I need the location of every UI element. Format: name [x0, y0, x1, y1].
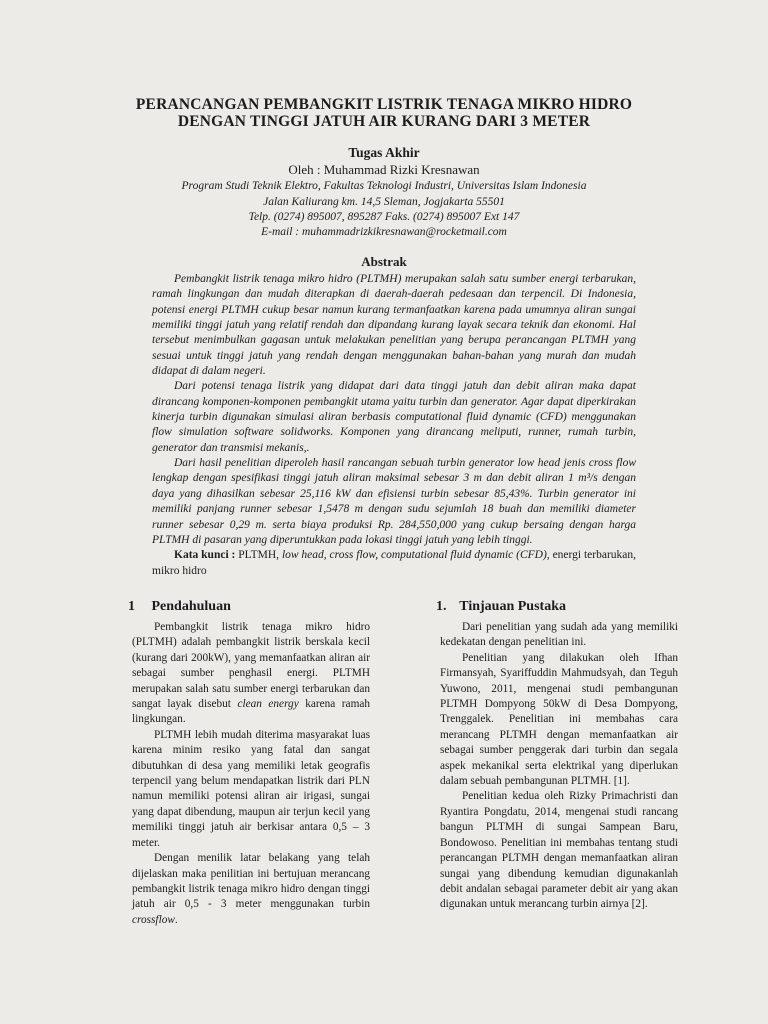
author-line: Oleh : Muhammad Rizki Kresnawan [288, 162, 480, 177]
text-run: karena ramah lingkungan. [132, 698, 371, 726]
body-paragraph: Penelitian yang dilakukan oleh Ifhan Firmansyah, Syariffuddin Mahmudsyah, dan Teguh Yuwono, 2011, mengenai studi pembangunan PLTMH Dompyong 50kW di Desa Dompyong, Trenggalek. Penelitian ini membahas cara merancang PLTMH dengan memanfaatkan air sebagai sumber penggerak dari turbin dan segala aspek mekanikal serta elektrikal yang diperlukan dalam sebuah pembangunan PLTMH. [1]. [440, 651, 678, 788]
section-title: Pendahuluan [151, 599, 231, 614]
text-run: Dengan menilik latar belakang yang telah dijelaskan maka penilitian ini bertujuan merancang pembangkit listrik tenaga mikro hidro dengan tinggi jatuh air 0,5 - 3 meter menggunakan turbin [132, 852, 370, 911]
keywords-part: energi terbarukan, mikro hidro [152, 549, 637, 577]
affiliation-address: Jalan Kaliurang km. 14,5 Sleman, Jogjakarta 55501 [263, 196, 505, 208]
paper-title-line-2: DENGAN TINGGI JATUH AIR KURANG DARI 3 METER [177, 113, 591, 130]
section-number: 1. [436, 599, 447, 614]
abstract-paragraph: Dari hasil penelitian diperoleh hasil rancangan sebuah turbin generator low head jenis cross flow lengkap dengan spesifikasi tinggi jatuh aliran maksimal sebesar 3 m dan debit aliran 1 m³/s dengan daya yang dihasilkan sebesar 25,116 kW dan efisiensi turbin sebesar 85,43%. Turbin generator ini memiliki panjang runner sebesar 1,5478 m dengan sudu sejumlah 18 buah dan memiliki diameter runner sebesar 0,29 m. serta biaya produksi Rp. 284,550,000 yang cukup bersaing dengan harga PLTMH di pasaran yang diperuntukkan pada lokasi tinggi jatuh yang lebih tinggi. [152, 457, 636, 546]
body-paragraph: Penelitian kedua oleh Rizky Primachristi dan Ryantira Pongdatu, 2014, mengenai studi rancang bangun PLTMH di sungai Sampean Baru, Bondowoso. Penelitian ini membahas tentang studi perancangan PLTMH dengan memanfaatkan aliran sungai yang dibendung kemudian digunakanlah debit andalan sebagai parameter debit air yang akan digunakan untuk merancang turbin airnya [2]. [440, 790, 678, 911]
keywords-part: low head, cross flow, computational fluid dynamic (CFD), [281, 549, 550, 562]
right-column [436, 598, 678, 913]
affiliation-institution: Program Studi Teknik Elektro, Fakultas Teknologi Industri, Universitas Islam Indonesia [181, 180, 587, 192]
text-run: . [174, 913, 178, 926]
left-column [128, 598, 371, 928]
body-paragraph [132, 620, 370, 728]
abstract-heading: Abstrak [361, 254, 407, 269]
keywords-part: PLTMH, [238, 549, 280, 562]
affiliation-email: E-mail : muhammadrizkikresnawan@rocketmail.com [261, 226, 507, 238]
body-paragraph: PLTMH lebih mudah diterima masyarakat luas karena minim resiko yang fatal dan sangat dibutuhkan di desa yang memiliki letak geografis terpencil yang belum mendapatkan listrik dari PLN namun memiliki potensi aliran air irigasi, sungai yang dapat dibendung, maupun air terjun kecil yang memiliki tinggi jatuh air berkisar antara 0,5 – 3 meter. [132, 728, 370, 849]
abstract-body [152, 272, 636, 579]
paper-subtitle: Tugas Akhir [348, 145, 420, 160]
keywords-label: Kata kunci : [174, 549, 236, 562]
body-paragraph [132, 851, 370, 928]
italic-term: crossflow [132, 913, 175, 926]
paper-title-line-1: PERANCANGAN PEMBANGKIT LISTRIK TENAGA MIKRO HIDRO [135, 96, 633, 113]
section-heading-tinjauan-pustaka [436, 598, 678, 616]
keywords-line [152, 548, 636, 579]
abstract-paragraph: Pembangkit listrik tenaga mikro hidro (PLTMH) merupakan salah satu sumber energi terbarukan, ramah lingkungan dan mudah diterapkan di daerah-daerah pedesaan dan terpencil. Di Indonesia, potensi energi PLTMH cukup besar namun kurang termanfaatkan karena pada umumnya aliran sungai memiliki tinggi jatuh yang relatif rendah dan dipandang kurang layak secara teknik dan ekonomi. Hal tersebut menimbulkan gagasan untuk melakukan penelitian yang berupa perancangan PLTMH yang sesuai untuk tinggi jatuh yang rendah dengan menggunakan bahan-bahan yang murah dan mudah didapat di dalam negeri. [152, 273, 636, 378]
text-run: Pembangkit listrik tenaga mikro hidro (PLTMH) adalah pembangkit listrik berskala kecil (kurang dari 200kW), yang memanfaatkan aliran air sebagai sumber penghasil energi. PLTMH merupakan salah satu sumber energi terbarukan dan sangat layak disebut [132, 621, 370, 711]
abstract-paragraph: Dari potensi tenaga listrik yang didapat dari data tinggi jatuh dan debit aliran maka dapat dirancang komponen-komponen pembangkit utama yaitu turbin dan generator. Agar dapat diperkirakan kinerja turbin digunakan simulasi aliran berbasis computational fluid dynamic (CFD) menggunakan flow simulation software solidworks. Komponen yang dirancang meliputi, runner, rumah turbin, generator dan transmisi mekanis,. [152, 380, 636, 454]
section-heading-pendahuluan [128, 598, 370, 616]
section-title: Tinjauan Pustaka [459, 599, 566, 614]
affiliation-phone: Telp. (0274) 895007, 895287 Faks. (0274) 895007 Ext 147 [248, 211, 520, 223]
section-number: 1 [128, 599, 135, 614]
body-paragraph: Dari penelitian yang sudah ada yang memiliki kedekatan dengan penelitian ini. [440, 621, 678, 649]
italic-term: clean energy [237, 698, 299, 711]
